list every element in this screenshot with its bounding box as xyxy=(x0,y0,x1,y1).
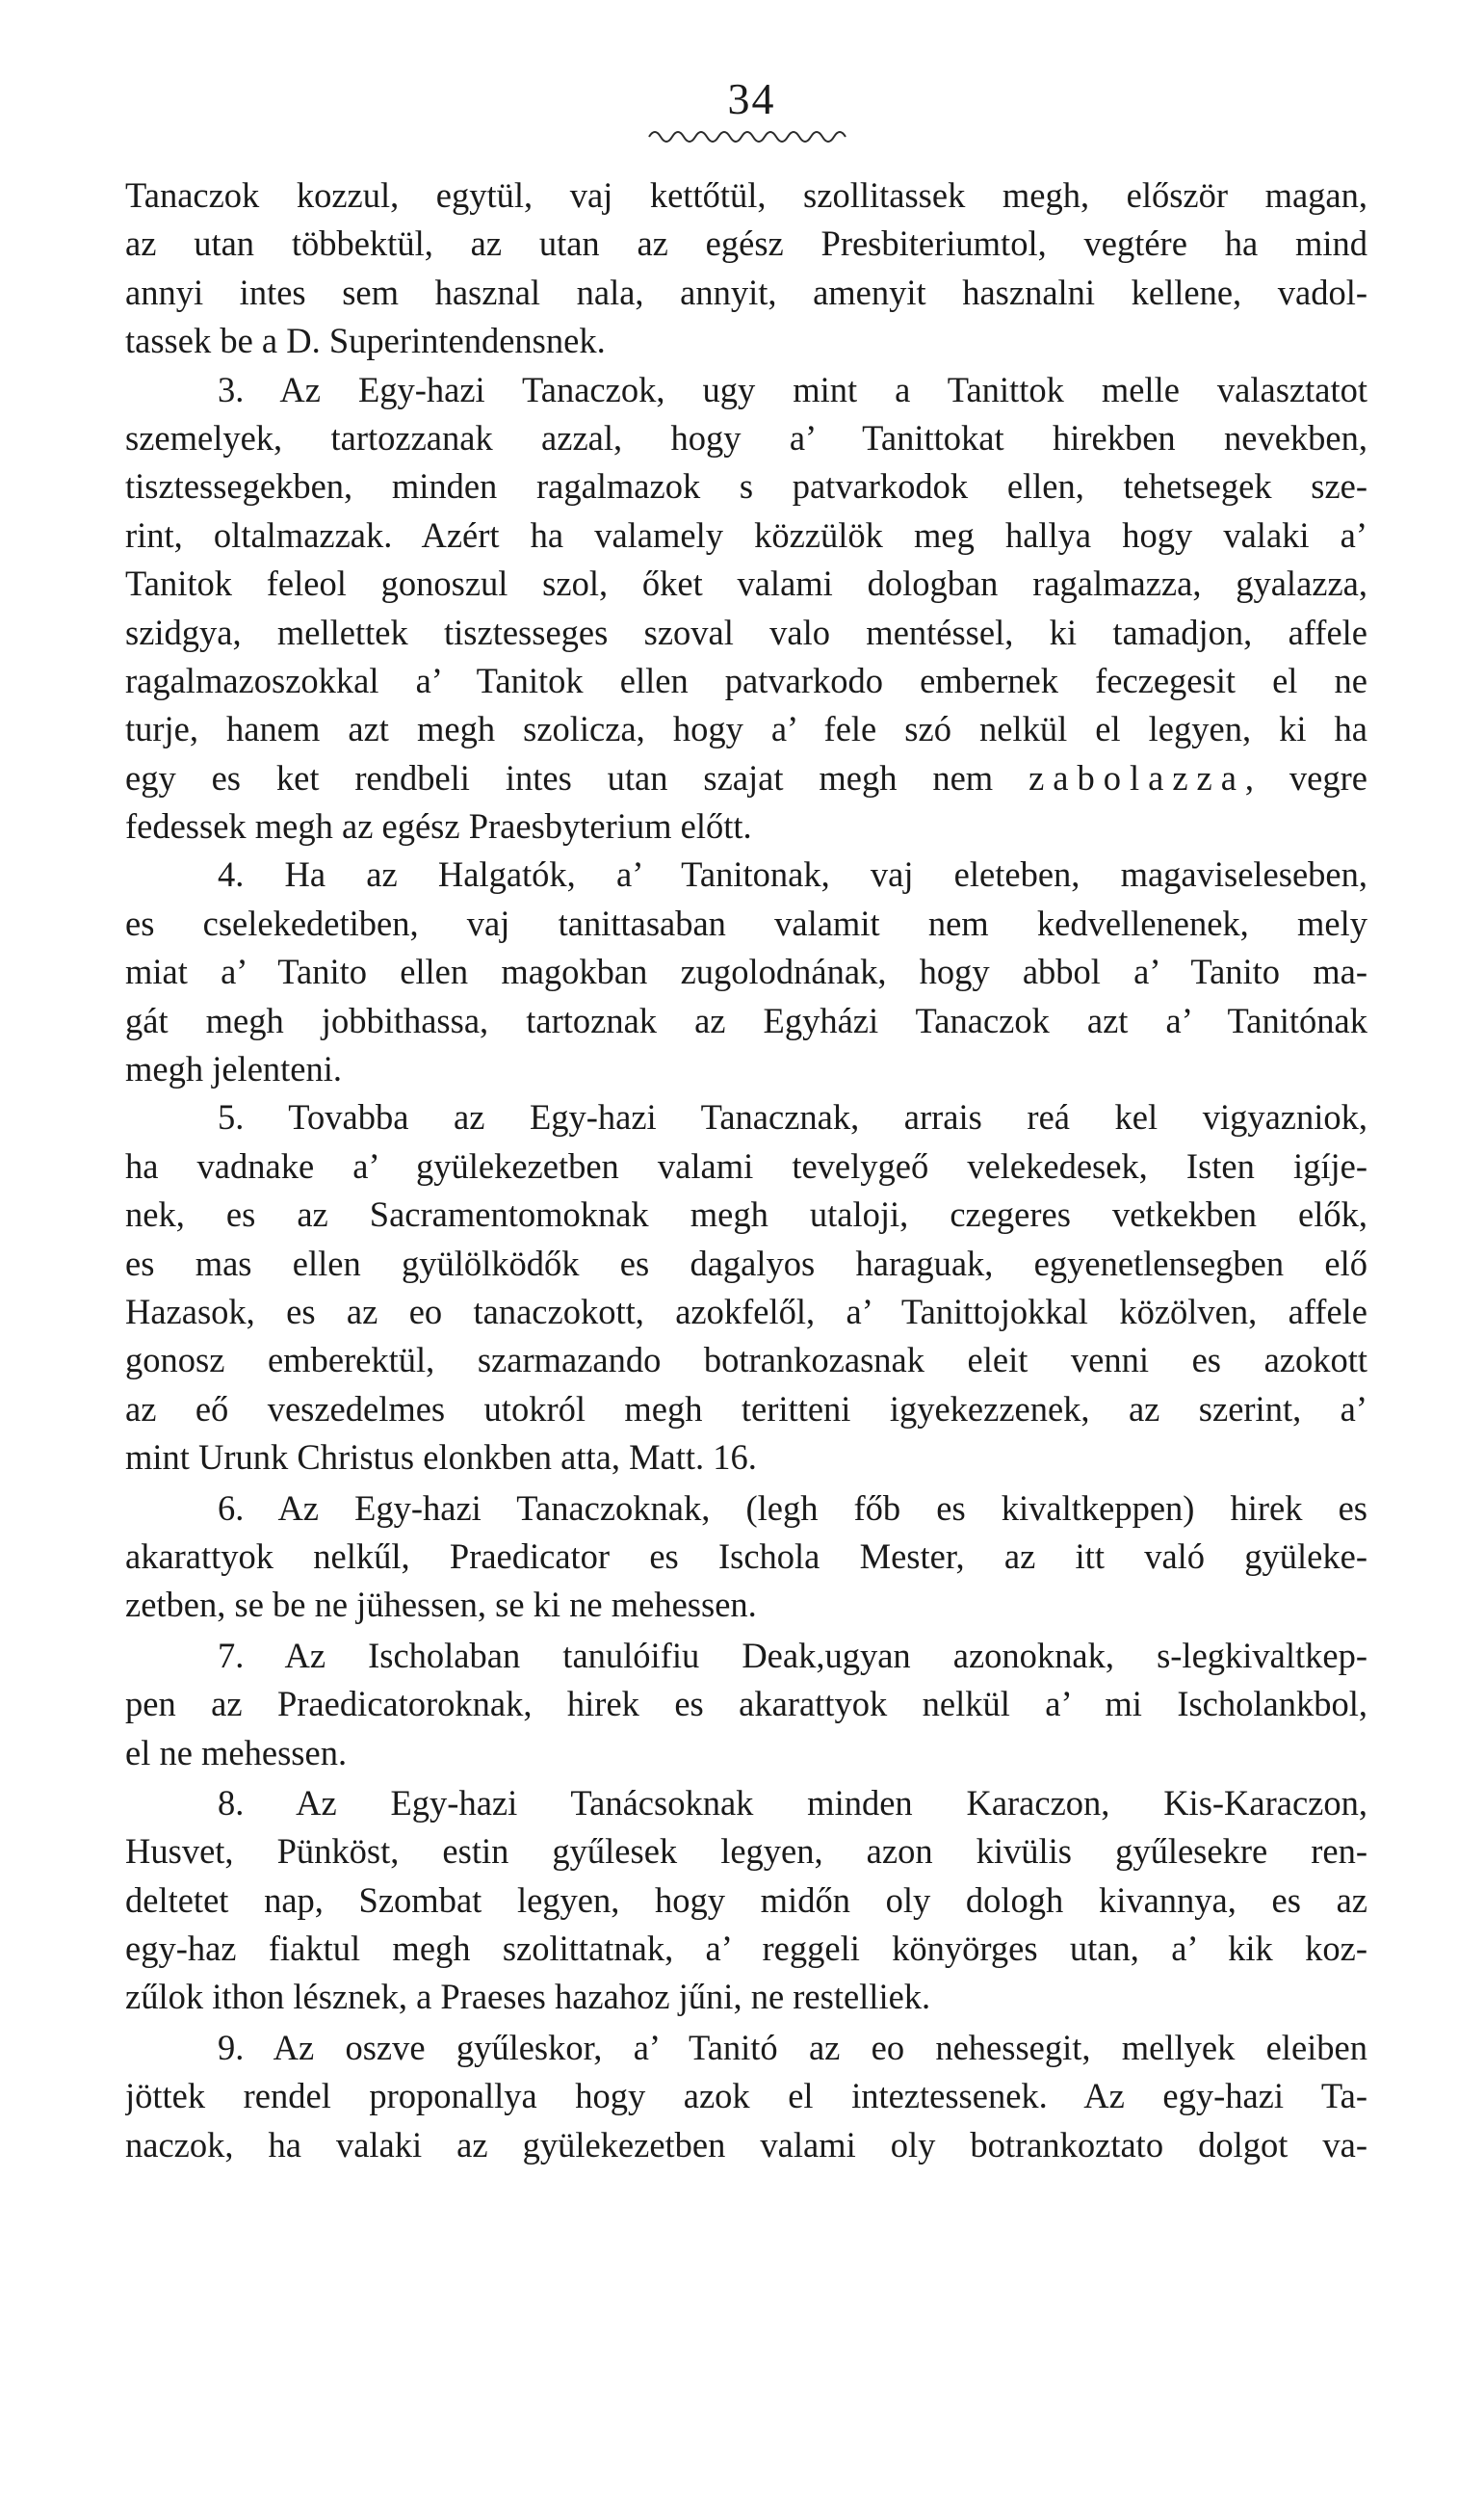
text-line: az eő veszedelmes utokról megh teritteni igyekezzenek, az szerint, a’ xyxy=(125,1388,1367,1429)
text-line: annyi intes sem hasznal nala, annyit, amenyit hasznalni kellene, vadol- xyxy=(125,272,1367,312)
text-line: miat a’ Tanito ellen magokban zugolodnának, hogy abbol a’ Tanito ma- xyxy=(125,952,1367,992)
text-line: Tanitok feleol gonoszul szol, őket valami dologban ragalmazza, gyalazza, xyxy=(125,564,1367,604)
text-line: tassek be a D. Superintendensnek. xyxy=(125,321,606,361)
text-line: zűlok ithon lésznek, a Praeses hazahoz jűni, ne restelliek. xyxy=(125,1977,931,2017)
text-line: rint, oltalmazzak. Azért ha valamely közzülök meg hallya hogy valaki a’ xyxy=(125,514,1367,555)
text-fragment: egy es ket rendbeli intes utan szajat megh nem xyxy=(125,757,994,798)
text-line: Husvet, Pünköst, estin gyűlesek legyen, azon kivülis gyűlesekre ren- xyxy=(125,1831,1367,1872)
text-line: egy-haz fiaktul megh szolittatnak, a’ reggeli könyörges utan, a’ kik koz- xyxy=(125,1929,1367,1969)
text-line: mint Urunk Christus elonkben atta, Matt. 16. xyxy=(125,1437,757,1478)
paragraph-4-start: 4. Ha az Halgatók, a’ Tanitonak, vaj eleteben, magaviseleseben, xyxy=(218,854,1367,895)
text-line: turje, hanem azt megh szolicza, hogy a’ fele szó nelkül el legyen, ki ha xyxy=(125,709,1367,749)
text-line: tisztessegekben, minden ragalmazok s patvarkodok ellen, tehetsegek sze- xyxy=(125,466,1367,507)
text-line: ha vadnake a’ gyülekezetben valami tevelygeő velekedesek, Isten igíje- xyxy=(125,1145,1367,1186)
text-line: gát megh jobbithassa, tartoznak az Egyházi Tanaczok azt a’ Tanitónak xyxy=(125,1000,1367,1040)
paragraph-5-start: 5. Tovabba az Egy-hazi Tanacznak, arrais reá kel vigyazniok, xyxy=(218,1097,1367,1138)
text-line: akarattyok nelkűl, Praedicator es Ischola Mester, az itt való gyüleke- xyxy=(125,1535,1367,1576)
paragraph-9-start: 9. Az oszve gyűleskor, a’ Tanitó az eo nehessegit, mellyek eleiben xyxy=(218,2027,1367,2067)
text-line: szidgya, mellettek tisztesseges szoval valo mentéssel, ki tamadjon, affele xyxy=(125,612,1367,652)
paragraph-6-start: 6. Az Egy-hazi Tanaczoknak, (legh főb es kivaltkeppen) hirek es xyxy=(218,1487,1367,1528)
paragraph-8-start: 8. Az Egy-hazi Tanácsoknak minden Karaczon, Kis-Karaczon, xyxy=(218,1782,1367,1823)
text-line: Tanaczok kozzul, egytül, vaj kettőtül, szollitassek megh, először magan, xyxy=(125,175,1367,215)
text-line: ragalmazoszokkal a’ Tanitok ellen patvarkodo embernek feczegesit el ne xyxy=(125,660,1367,700)
text-line: es mas ellen gyülölködők es dagalyos haraguak, egyenetlensegben elő xyxy=(125,1243,1367,1283)
paragraph-3-start: 3. Az Egy-hazi Tanaczok, ugy mint a Tanittok melle valasztatot xyxy=(218,369,1367,409)
paragraph-7-start: 7. Az Ischolaban tanulóifiu Deak,ugyan azonoknak, s-legkivaltkep- xyxy=(218,1635,1367,1675)
text-line: nek, es az Sacramentomoknak megh utaloji, czegeres vetkekben elők, xyxy=(125,1194,1367,1235)
text-line: jöttek rendel proponallya hogy azok el inteztessenek. Az egy-hazi Ta- xyxy=(125,2076,1367,2116)
text-line: naczok, ha valaki az gyülekezetben valami oly botrankoztato dolgot va- xyxy=(125,2124,1367,2165)
text-line: Hazasok, es az eo tanaczokott, azokfelől, a’ Tanittojokkal közölven, affele xyxy=(125,1291,1367,1331)
text-line: gonosz emberektül, szarmazando botrankozasnak eleit venni es azokott xyxy=(125,1340,1367,1380)
text-line: deltetet nap, Szombat legyen, hogy midőn oly dologh kivannya, es az xyxy=(125,1879,1367,1920)
text-line: megh jelenteni. xyxy=(125,1049,343,1089)
text-fragment: , vegre xyxy=(1244,757,1367,798)
spaced-emphasis-word: zabolazza xyxy=(1028,757,1245,798)
page-number: 34 xyxy=(727,74,776,123)
text-line-with-spaced-word xyxy=(125,754,1367,802)
text-line: el ne mehessen. xyxy=(125,1732,348,1772)
text-line: az utan többektül, az utan az egész Presbiteriumtol, vegtére ha mind xyxy=(125,223,1367,264)
text-line: szemelyek, tartozzanak azzal, hogy a’ Tanittokat hirekben nevekben, xyxy=(125,417,1367,458)
body-text xyxy=(125,171,1367,2169)
text-line: zetben, se be ne jühessen, se ki ne mehessen. xyxy=(125,1585,757,1625)
text-line: fedessek megh az egész Praesbyterium előtt. xyxy=(125,806,752,847)
text-line: pen az Praedicatoroknak, hirek es akarattyok nelkül a’ mi Ischolankbol, xyxy=(125,1684,1367,1724)
wavy-ornament-icon xyxy=(647,123,849,146)
text-line: es cselekedetiben, vaj tanittasaban valamit nem kedvellenenek, mely xyxy=(125,903,1367,943)
page-header xyxy=(0,75,1484,123)
